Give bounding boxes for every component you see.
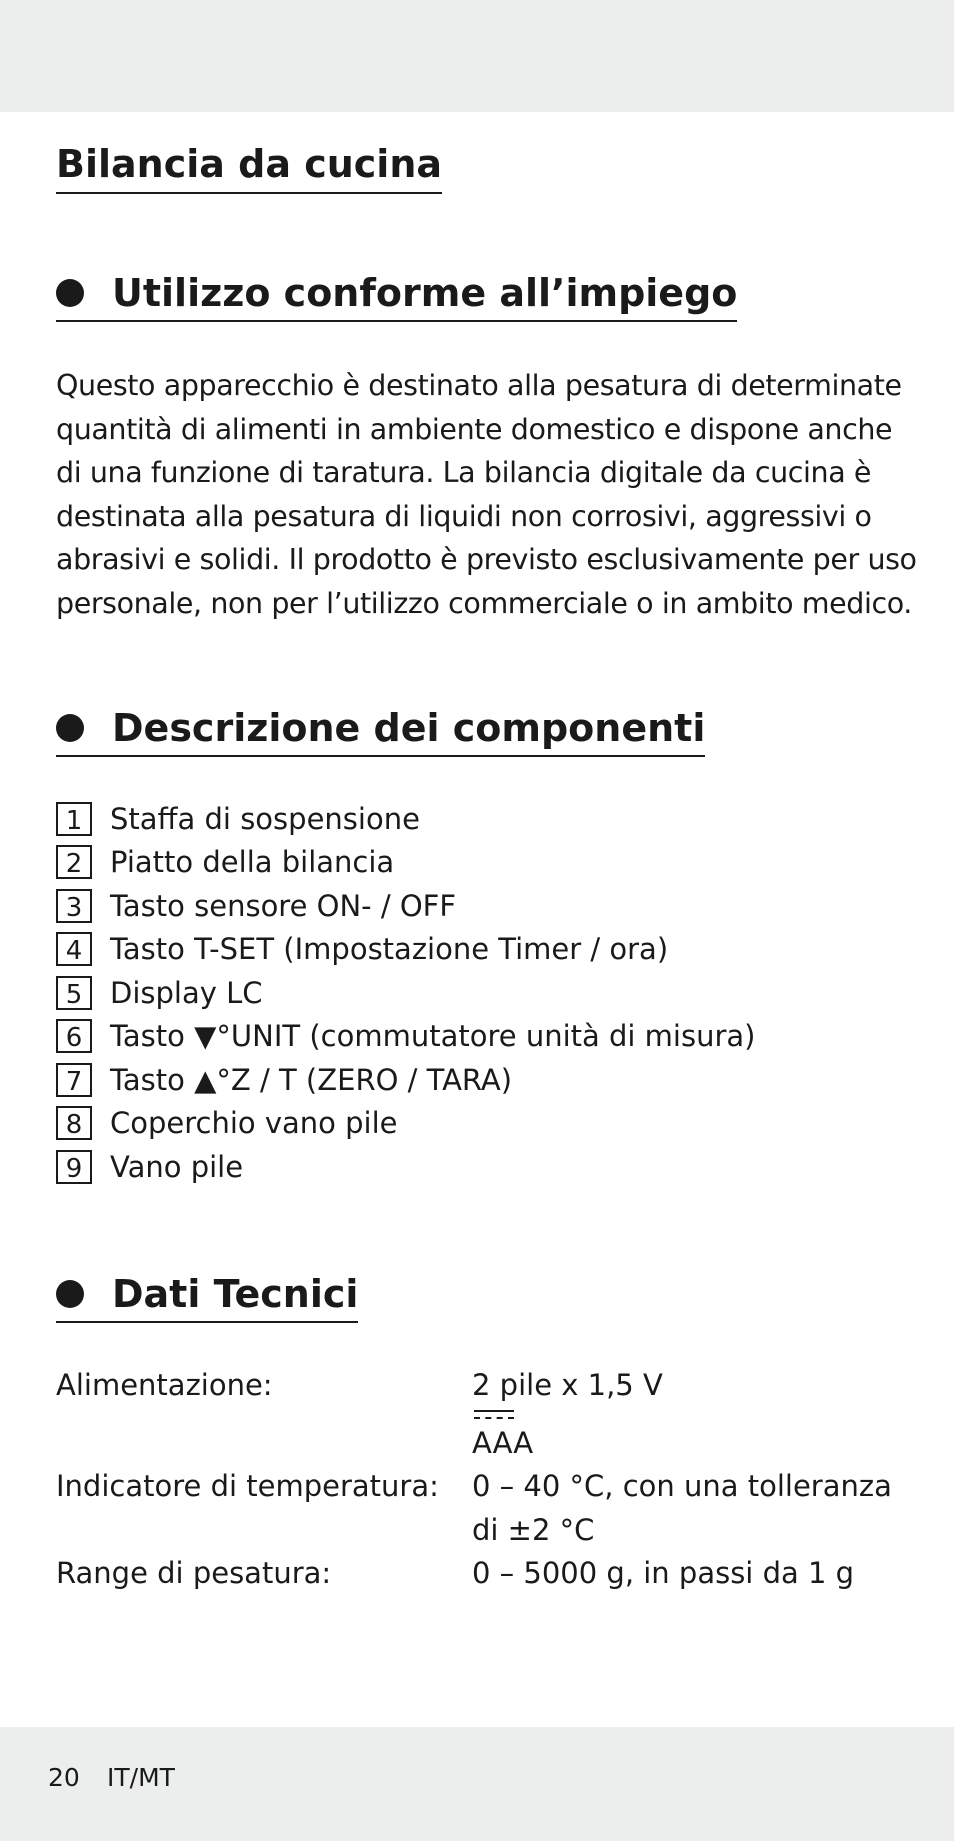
tech-value-line: 0 – 5000 g, in passi da 1 g bbox=[472, 1556, 855, 1590]
item-label: Vano pile bbox=[110, 1149, 244, 1184]
item-label: Tasto ▼°UNIT (commutatore unità di misura) bbox=[110, 1019, 756, 1054]
usage-paragraph bbox=[56, 364, 936, 625]
section-heading-tech bbox=[56, 1269, 358, 1323]
usage-line: personale, non per l’utilizzo commerciale o in ambito medico. bbox=[56, 586, 912, 620]
page-number: 20 bbox=[48, 1763, 80, 1792]
usage-line: abrasivi e solidi. Il prodotto è previsto esclusivamente per uso bbox=[56, 543, 917, 576]
bullet-icon bbox=[56, 1280, 84, 1308]
list-item bbox=[56, 841, 755, 885]
list-item bbox=[56, 928, 755, 972]
tech-value-line bbox=[472, 1364, 912, 1465]
section-heading-usage-text: Utilizzo conforme all’impiego bbox=[112, 271, 738, 315]
tech-value-part: AAA bbox=[472, 1425, 534, 1460]
tech-label: Range di pesatura: bbox=[56, 1556, 332, 1590]
bullet-icon bbox=[56, 279, 84, 307]
list-item bbox=[56, 797, 755, 841]
usage-line: quantità di alimenti in ambiente domestico e dispone anche bbox=[56, 412, 893, 446]
tech-row-weighing-range bbox=[56, 1552, 912, 1596]
item-label: Coperchio vano pile bbox=[110, 1106, 398, 1141]
tech-specs bbox=[56, 1364, 912, 1596]
list-item bbox=[56, 1058, 755, 1102]
tech-row-temperature bbox=[56, 1465, 912, 1552]
section-heading-usage bbox=[56, 268, 737, 322]
item-number-box: 1 bbox=[56, 802, 92, 836]
tech-row-power bbox=[56, 1364, 912, 1465]
item-label: Display LC bbox=[110, 975, 263, 1010]
section-heading-components-text: Descrizione dei componenti bbox=[112, 706, 706, 750]
list-item bbox=[56, 1102, 755, 1146]
list-item bbox=[56, 884, 755, 928]
item-label: Tasto sensore ON- / OFF bbox=[110, 888, 457, 923]
item-number-box: 8 bbox=[56, 1106, 92, 1140]
item-number-box: 7 bbox=[56, 1063, 92, 1097]
section-heading-components bbox=[56, 703, 705, 757]
usage-line: destinata alla pesatura di liquidi non corrosivi, aggressivi o bbox=[56, 499, 872, 533]
tech-value-line: di ±2 °C bbox=[472, 1512, 595, 1547]
item-number-box: 5 bbox=[56, 976, 92, 1010]
item-label: Staffa di sospensione bbox=[110, 801, 420, 836]
document-title: Bilancia da cucina bbox=[56, 140, 442, 194]
bullet-icon bbox=[56, 714, 84, 742]
item-number-box: 3 bbox=[56, 889, 92, 923]
direct-current-icon bbox=[474, 1408, 514, 1422]
section-heading-tech-text: Dati Tecnici bbox=[112, 1272, 359, 1316]
usage-line: Questo apparecchio è destinato alla pesatura di determinate bbox=[56, 369, 902, 402]
tech-label: Indicatore di temperatura: bbox=[56, 1469, 439, 1503]
item-number-box: 4 bbox=[56, 932, 92, 966]
components-list bbox=[56, 797, 755, 1189]
tech-label: Alimentazione: bbox=[56, 1368, 273, 1402]
item-number-box: 9 bbox=[56, 1150, 92, 1184]
usage-line: di una funzione di taratura. La bilancia digitale da cucina è bbox=[56, 456, 872, 489]
item-number-box: 6 bbox=[56, 1019, 92, 1053]
tech-value-line: 0 – 40 °C, con una tolleranza bbox=[472, 1469, 892, 1503]
tech-value bbox=[472, 1465, 912, 1552]
tech-value-part: 2 pile x 1,5 V bbox=[472, 1368, 663, 1402]
item-label: Tasto ▲°Z / T (ZERO / TARA) bbox=[110, 1062, 513, 1097]
list-item bbox=[56, 1015, 755, 1059]
list-item bbox=[56, 1145, 755, 1189]
item-label: Piatto della bilancia bbox=[110, 845, 395, 880]
list-item bbox=[56, 971, 755, 1015]
tech-value bbox=[472, 1364, 912, 1465]
tech-value bbox=[472, 1552, 912, 1596]
locale-code: IT/MT bbox=[107, 1763, 175, 1792]
header-band bbox=[0, 0, 954, 112]
item-number-box: 2 bbox=[56, 845, 92, 879]
item-label: Tasto T-SET (Impostazione Timer / ora) bbox=[110, 932, 669, 967]
